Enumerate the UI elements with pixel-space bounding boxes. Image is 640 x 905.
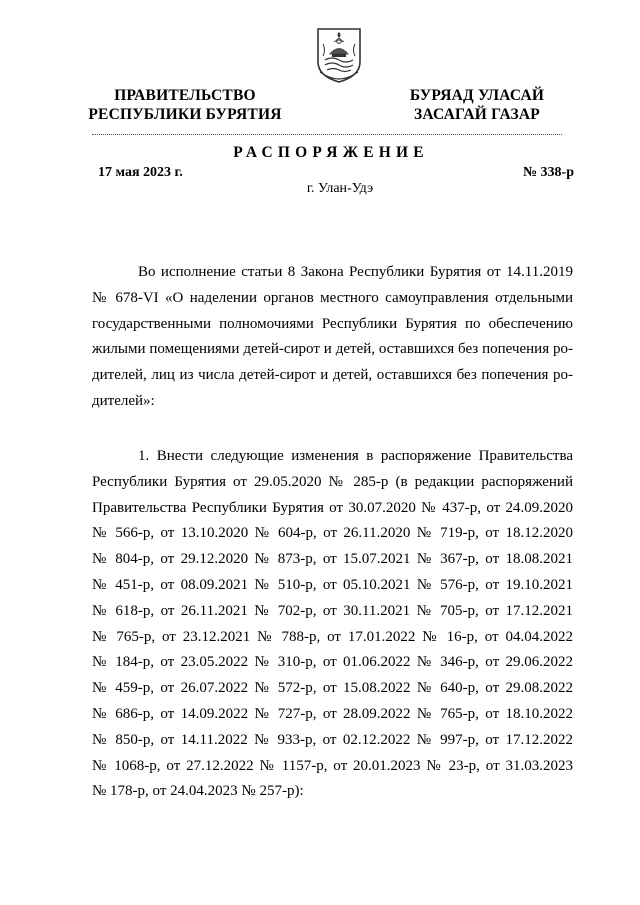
text-line: № 451-р, от 08.09.2021 № 510-р, от 05.10.2021 № 576-р, от 19.10.2021 [92, 576, 573, 593]
header-government-ru [80, 86, 290, 124]
text-line: 1. Внести следующие изменения в распоряжение Правительства [138, 448, 573, 464]
text-line: № 686-р, от 14.09.2022 № 727-р, от 28.09.2022 № 765-р, от 18.10.2022 [92, 705, 573, 722]
header-government-bua [392, 86, 562, 124]
text-line: государственными полномочиями Республики Бурятия по обеспечению [92, 315, 573, 332]
paragraph-item-1 [92, 444, 573, 805]
text-line: № 178-р, от 24.04.2023 № 257-р): [92, 783, 304, 800]
text-line: № 618-р, от 26.11.2021 № 702-р, от 30.11.2021 № 705-р, от 17.12.2021 [92, 602, 573, 619]
header-left-line: РЕСПУБЛИКИ БУРЯТИЯ [88, 106, 282, 123]
text-line: № 184-р, от 23.05.2022 № 310-р, от 01.06.2022 № 346-р, от 29.06.2022 [92, 654, 573, 671]
text-line: Республики Бурятия от 29.05.2020 № 285-р (в редакции распоряжений [92, 473, 573, 490]
text-line: № 804-р, от 29.12.2020 № 873-р, от 15.07.2021 № 367-р, от 18.08.2021 [92, 551, 573, 568]
text-line: № 765-р, от 23.12.2021 № 788-р, от 17.01.2022 № 16-р, от 04.04.2022 [92, 628, 573, 645]
document-date: 17 мая 2023 г. [98, 165, 183, 180]
text-line: № 678-VI «О наделении органов местного самоуправления отдельными [92, 289, 573, 306]
text-line: жилыми помещениями детей-сирот и детей, оставшихся без попечения ро- [92, 341, 573, 358]
header-right-line: БУРЯАД УЛАСАЙ [409, 87, 545, 104]
text-line: Правительства Республики Бурятия от 30.07.2020 № 437-р, от 24.09.2020 [92, 499, 573, 516]
text-line: № 566-р, от 13.10.2020 № 604-р, от 26.11.2020 № 719-р, от 18.12.2020 [92, 525, 573, 542]
text-line: № 1068-р, от 27.12.2022 № 1157-р, от 20.01.2023 № 23-р, от 31.03.2023 [92, 757, 573, 774]
document-number: № 338-р [522, 165, 574, 180]
header-divider [92, 134, 562, 135]
coat-of-arms-emblem [314, 26, 364, 84]
text-line: Во исполнение статьи 8 Закона Республики Бурятия от 14.11.2019 [138, 264, 573, 280]
document-city: г. Улан-Удэ [306, 181, 374, 196]
text-line: дителей, лиц из числа детей-сирот и детей, оставшихся без попечения ро- [92, 367, 573, 384]
header-right-line: ЗАСАГАЙ ГАЗАР [414, 106, 540, 123]
paragraph-preamble [92, 260, 573, 415]
text-line: дителей»: [92, 392, 155, 409]
header-left-line: ПРАВИТЕЛЬСТВО [114, 87, 256, 104]
text-line: № 850-р, от 14.11.2022 № 933-р, от 02.12.2022 № 997-р, от 17.12.2022 [92, 731, 573, 748]
text-line: № 459-р, от 26.07.2022 № 572-р, от 15.08.2022 № 640-р, от 29.08.2022 [92, 680, 573, 697]
document-title: РАСПОРЯЖЕНИЕ [233, 144, 429, 161]
